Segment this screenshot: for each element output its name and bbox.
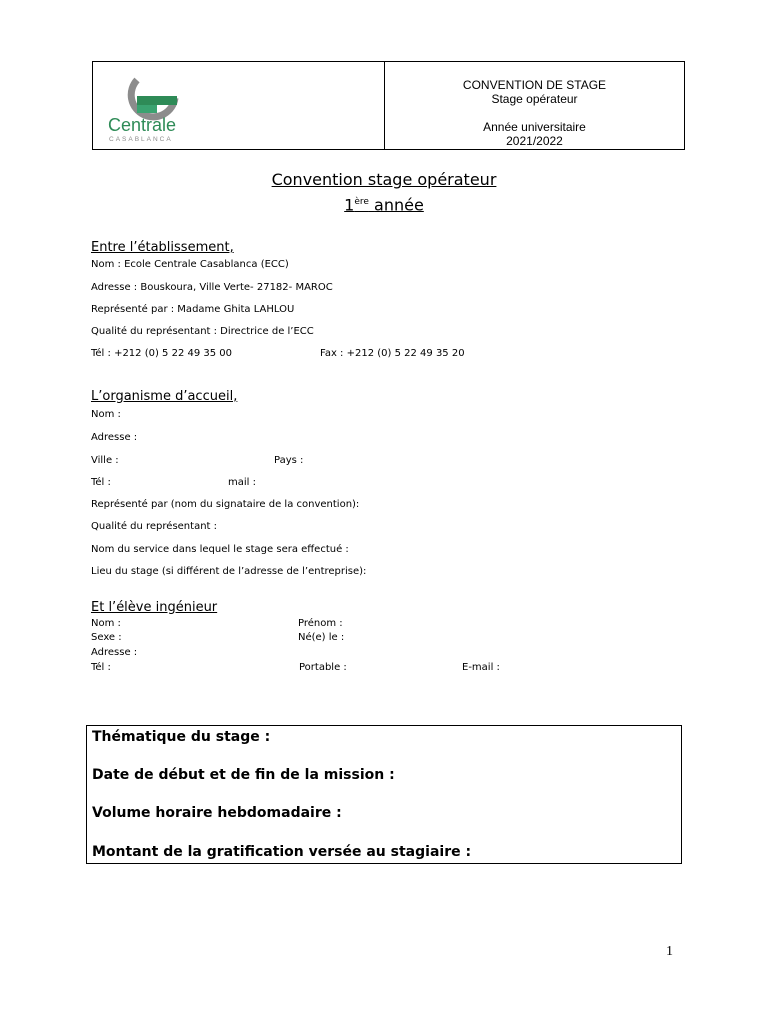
mission-dates: Date de début et de fin de la mission : <box>92 767 395 783</box>
organisme-tel: Tél : <box>91 477 111 488</box>
organisme-nom: Nom : <box>91 409 121 420</box>
organisme-qualite: Qualité du représentant : <box>91 521 218 532</box>
organisme-adresse: Adresse : <box>91 432 138 443</box>
eleve-nom: Nom : <box>91 618 121 629</box>
mission-thematique: Thématique du stage : <box>92 729 271 745</box>
title-line2 <box>0 191 768 216</box>
etablissement-represente: Représenté par : Madame Ghita LAHLOU <box>91 304 295 315</box>
etablissement-qualite: Qualité du représentant : Directrice de l’ECC <box>91 326 314 337</box>
title-line1: Convention stage opérateur <box>271 170 497 189</box>
organisme-heading: L’organisme d’accueil, <box>91 389 238 404</box>
organisme-lieu: Lieu du stage (si différent de l’adresse de l’entreprise): <box>91 566 367 577</box>
title-year-sup: ère <box>354 197 369 207</box>
header-year-label: Année universitaire <box>483 120 586 134</box>
eleve-tel: Tél : <box>91 662 111 673</box>
eleve-email: E-mail : <box>462 662 500 673</box>
eleve-portable: Portable : <box>299 662 347 673</box>
logo-cell <box>93 62 385 149</box>
eleve-prenom: Prénom : <box>298 618 343 629</box>
organisme-represente: Représenté par (nom du signataire de la convention): <box>91 499 360 510</box>
header-year-value: 2021/2022 <box>506 134 563 148</box>
etablissement-tel: Tél : +212 (0) 5 22 49 35 00 <box>91 348 233 359</box>
centrale-casablanca-logo <box>107 72 197 144</box>
organisme-pays: Pays : <box>274 455 304 466</box>
eleve-ne-le: Né(e) le : <box>298 632 345 643</box>
header-info-cell <box>385 62 684 149</box>
header-subtitle: Stage opérateur <box>491 92 578 106</box>
mission-montant: Montant de la gratification versée au stagiaire : <box>92 844 472 860</box>
etablissement-fax: Fax : +212 (0) 5 22 49 35 20 <box>320 348 465 359</box>
organisme-ville: Ville : <box>91 455 119 466</box>
mission-volume: Volume horaire hebdomadaire : <box>92 805 342 821</box>
logo-word: Centrale <box>108 115 177 135</box>
eleve-sexe: Sexe : <box>91 632 122 643</box>
organisme-mail: mail : <box>228 477 256 488</box>
document-title <box>0 169 768 216</box>
title-year-word: année <box>374 195 424 215</box>
page-number: 1 <box>666 944 673 959</box>
title-year-num: 1 <box>344 195 355 215</box>
mission-box <box>86 725 682 864</box>
etablissement-adresse: Adresse : Bouskoura, Ville Verte- 27182- MAROC <box>91 282 333 293</box>
organisme-service: Nom du service dans lequel le stage sera effectué : <box>91 544 349 555</box>
header-table <box>92 61 685 150</box>
etablissement-nom: Nom : Ecole Centrale Casablanca (ECC) <box>91 259 289 270</box>
eleve-adresse: Adresse : <box>91 647 138 658</box>
etablissement-heading: Entre l’établissement, <box>91 240 234 255</box>
header-title: CONVENTION DE STAGE <box>462 78 607 92</box>
logo-subword: CASABLANCA <box>109 136 173 143</box>
eleve-heading: Et l’élève ingénieur <box>91 600 218 615</box>
